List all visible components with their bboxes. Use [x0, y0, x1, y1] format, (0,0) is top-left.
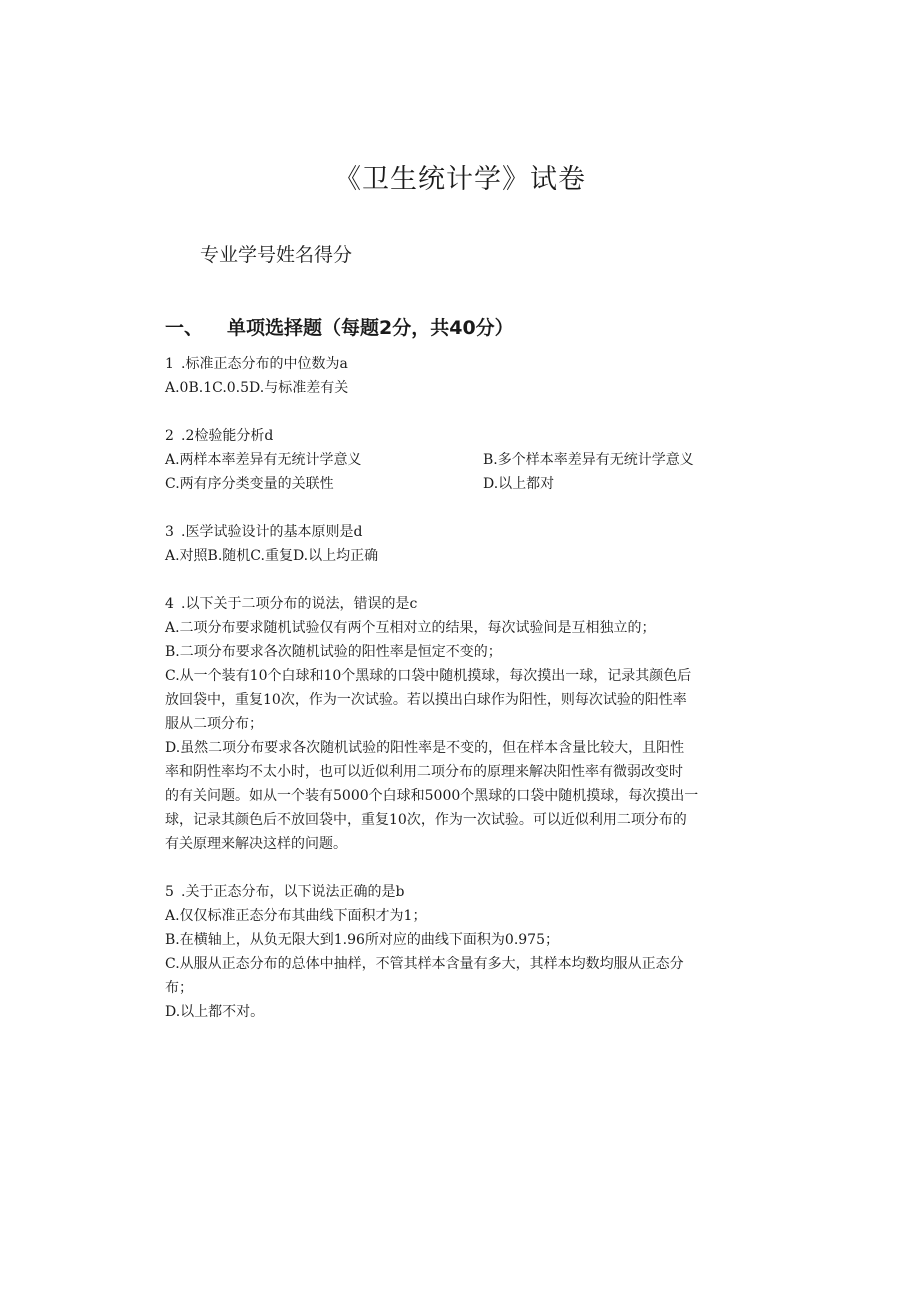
- option-text-line: D.虽然二项分布要求各次随机试验的阳性率是不变的，但在样本含量比较大，且阳性: [165, 740, 685, 756]
- option-text-line: 放回袋中，重复10次，作为一次试验。若以摸出白球作为阳性，则每次试验的阳性率: [165, 692, 687, 708]
- answer-options: [165, 448, 805, 496]
- option-text-line: C.从服从正态分布的总体中抽样，不管其样本含量有多大，其样本均数均服从正态分: [165, 956, 684, 972]
- option-b: B.多个样本率差异有无统计学意义: [483, 452, 694, 468]
- question-number: 3: [165, 524, 174, 540]
- option-a: A.两样本率差异有无统计学意义: [165, 452, 362, 468]
- question-list: [165, 352, 805, 1048]
- answer-options: A.对照B.随机C.重复D.以上均正确: [165, 548, 379, 564]
- option-text-line: C.从一个装有10个白球和10个黑球的口袋中随机摸球，每次摸出一球，记录其颜色后: [165, 668, 692, 684]
- question-2: [165, 424, 805, 496]
- option-text-line: 布；: [165, 980, 193, 996]
- question-number: 1: [165, 356, 174, 372]
- answer-options: A.0B.1C.0.5D.与标准差有关: [165, 380, 349, 396]
- option-text-line: D.以上都不对。: [165, 1004, 265, 1020]
- section-title: 单项选择题（每题2分，共40分）: [227, 317, 514, 339]
- question-number: 4: [165, 596, 174, 612]
- question-number: 2: [165, 428, 174, 444]
- section-heading: [165, 313, 514, 343]
- option-text-line: A.二项分布要求随机试验仅有两个互相对立的结果，每次试验间是互相独立的；: [165, 620, 656, 636]
- question-stem: 2 .2检验能分析d: [165, 424, 805, 448]
- question-4: [165, 592, 805, 856]
- question-stem: 1 .标准正态分布的中位数为a: [165, 352, 805, 376]
- question-1: [165, 352, 805, 400]
- option-text-line: 有关原理来解决这样的问题。: [165, 836, 347, 852]
- section-number: 一、: [165, 317, 204, 339]
- option-text-line: B.在横轴上，从负无限大到1.96所对应的曲线下面积为0.975；: [165, 932, 559, 948]
- option-text-line: B.二项分布要求各次随机试验的阳性率是恒定不变的；: [165, 644, 502, 660]
- document-title: 《卫生统计学》试卷: [334, 164, 586, 195]
- student-info-line: 专业学号姓名得分: [200, 244, 353, 266]
- option-text-line: 服从二项分布；: [165, 716, 263, 732]
- option-text-line: 的有关问题。如从一个装有5000个白球和5000个黑球的口袋中随机摸球，每次摸出一: [165, 788, 699, 804]
- option-text-line: 球，记录其颜色后不放回袋中，重复10次，作为一次试验。可以近似利用二项分布的: [165, 812, 687, 828]
- question-stem: 3 .医学试验设计的基本原则是d: [165, 520, 805, 544]
- question-stem: 4 .以下关于二项分布的说法，错误的是c: [165, 592, 805, 616]
- option-d: D.以上都对: [483, 476, 555, 492]
- option-text-line: A.仅仅标准正态分布其曲线下面积才为1；: [165, 908, 427, 924]
- option-c: C.两有序分类变量的关联性: [165, 476, 334, 492]
- question-number: 5: [165, 884, 174, 900]
- question-3: [165, 520, 805, 568]
- question-5: [165, 880, 805, 1024]
- option-text-line: 率和阴性率均不太小时，也可以近似利用二项分布的原理来解决阳性率有微弱改变时: [165, 764, 683, 780]
- question-stem: 5 .关于正态分布，以下说法正确的是b: [165, 880, 805, 904]
